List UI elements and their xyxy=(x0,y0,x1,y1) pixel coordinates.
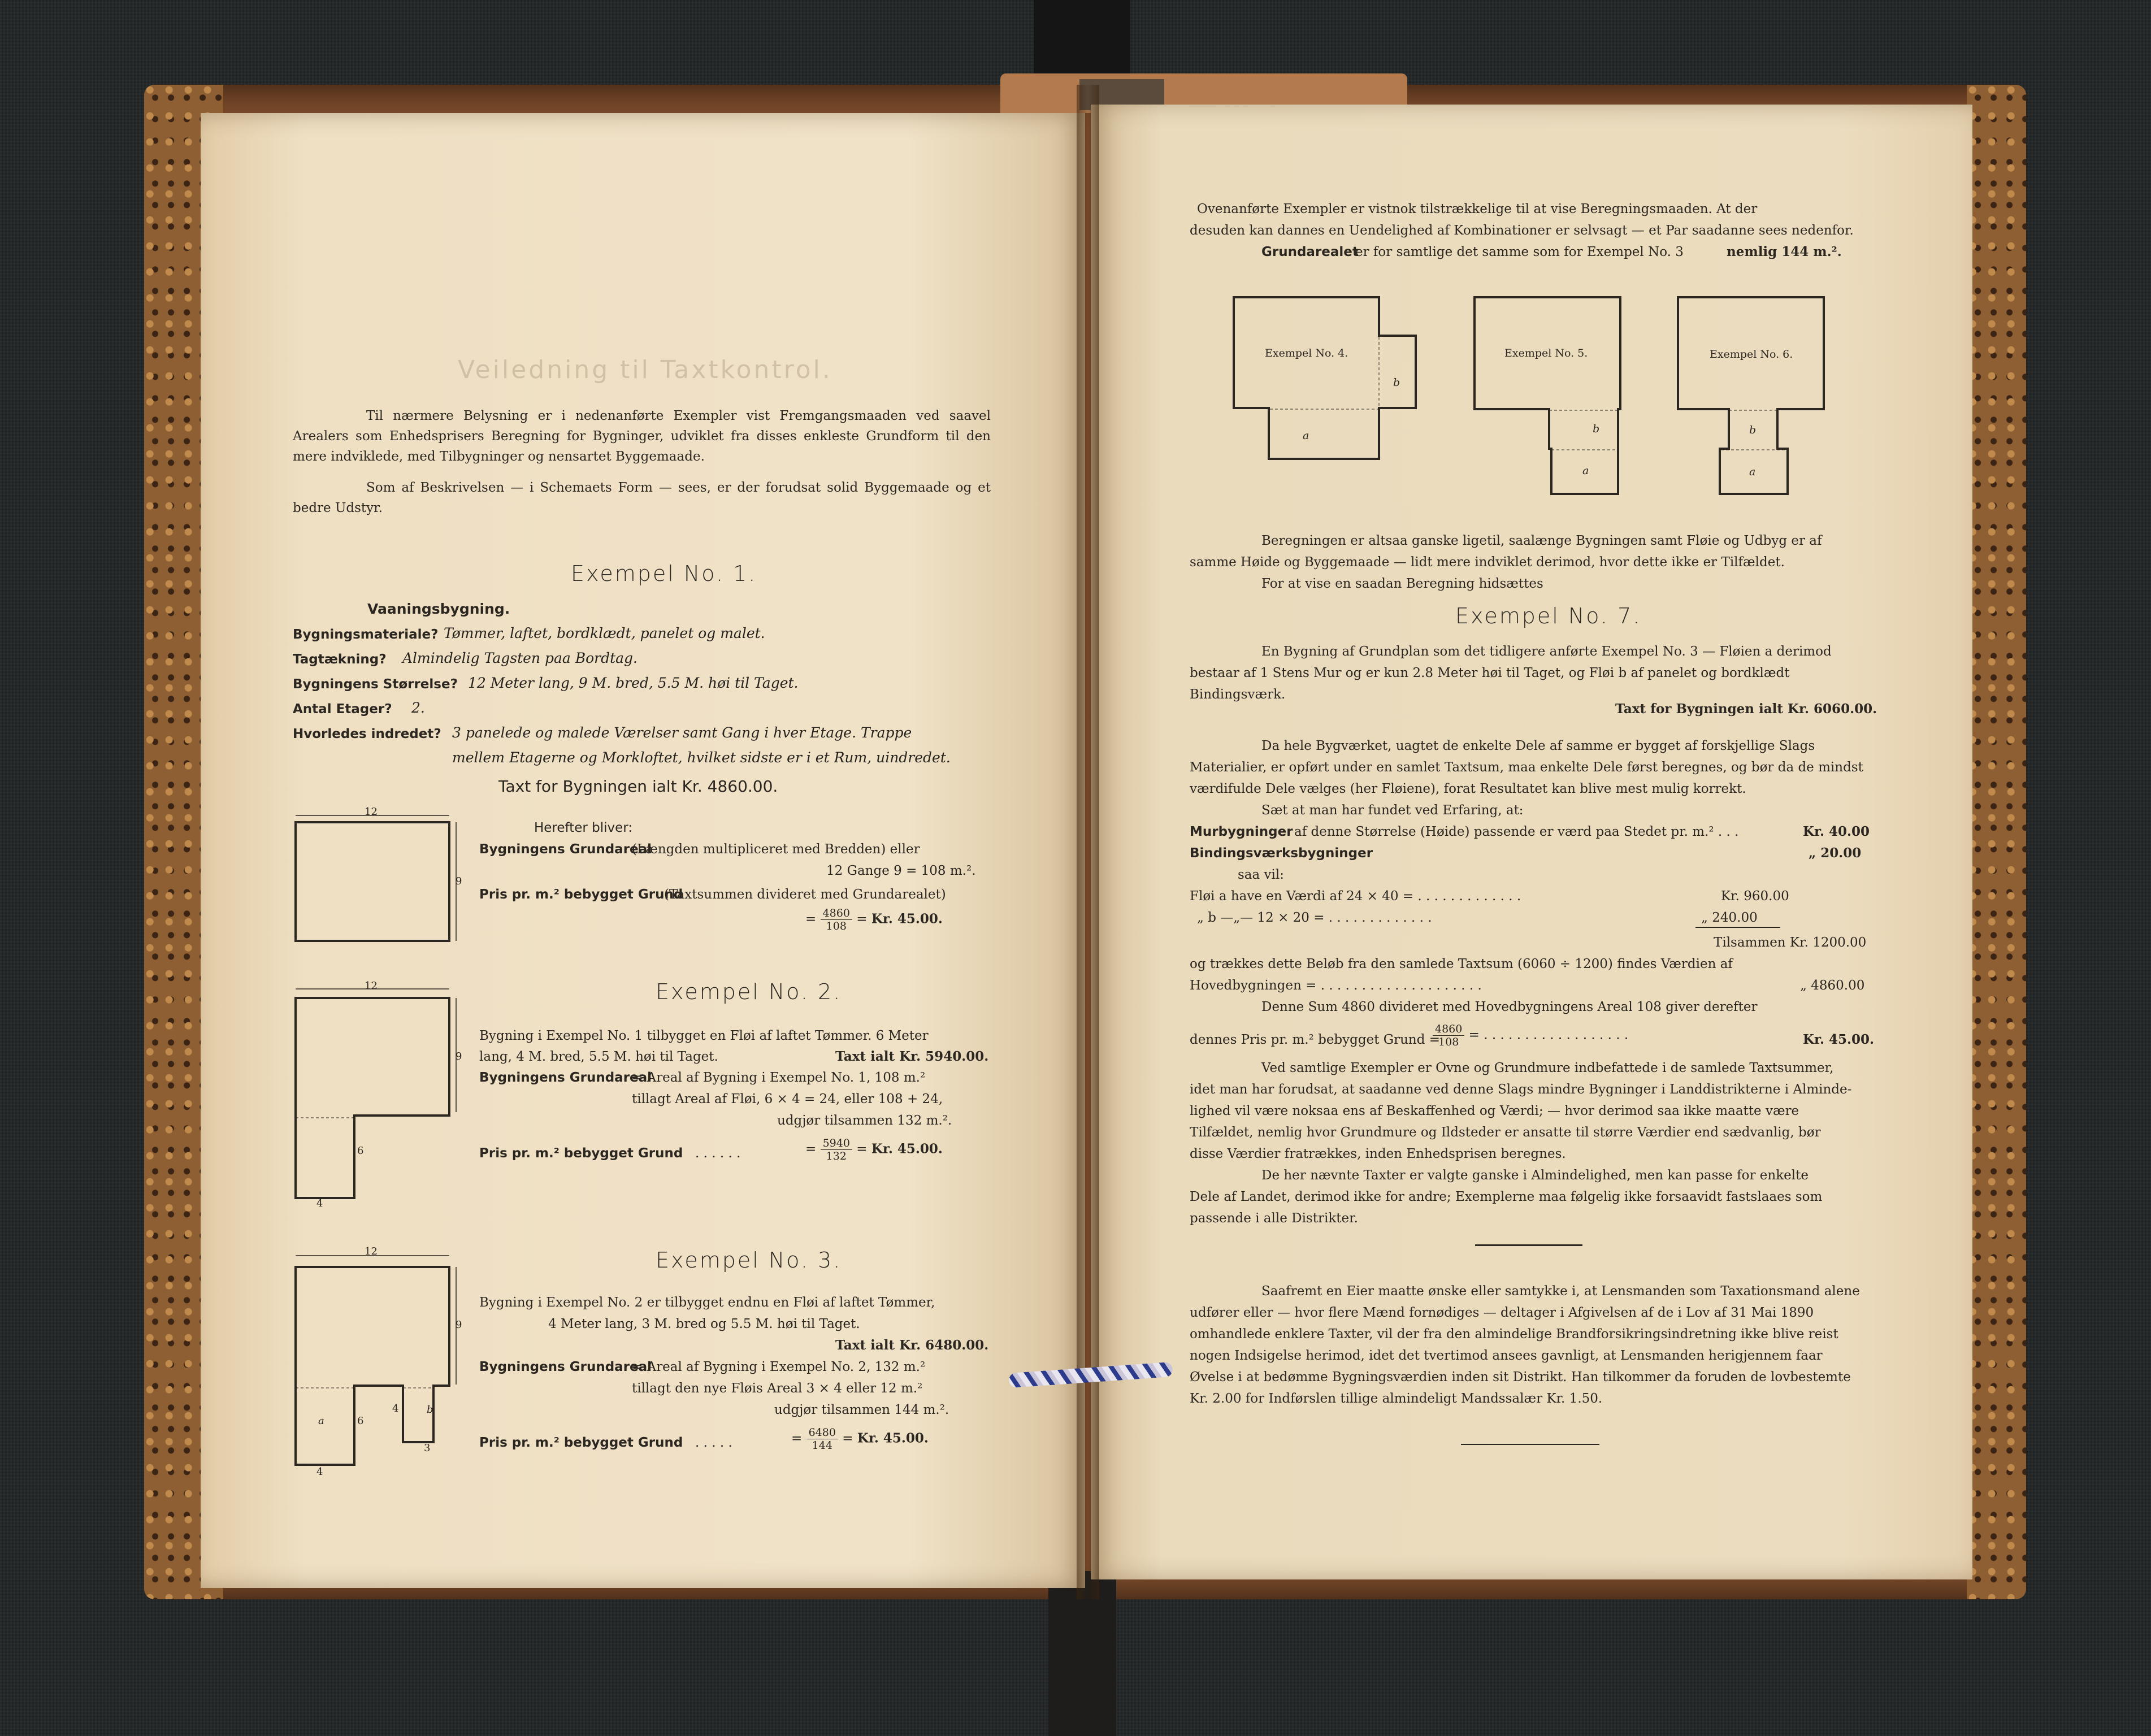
ex2-frac-denominator: 132 xyxy=(826,1150,847,1162)
ex7-fraction xyxy=(1433,1023,1464,1048)
ex7-traekkes-line-1: og trækkes dette Beløb fra den samlede Taxtsum (6060 ÷ 1200) findes Værdien af xyxy=(1190,957,1733,971)
ex3-fraction xyxy=(806,1426,838,1452)
ex7-frac-denominator: 108 xyxy=(1438,1036,1459,1048)
right-p1-line-2: desuden kan dannes en Uendelighed af Kombinationer er selvsagt — et Par saadanne sees nedenfor. xyxy=(1190,223,1854,238)
ex1-grund-calc: 12 Gange 9 = 108 m.². xyxy=(826,863,976,878)
ex3-grund-label: Bygningens Grundareal xyxy=(479,1360,652,1374)
ex7-p3-line-1: Ved samtlige Exempler er Ovne og Grundmure indbefattede i de samlede Taxtsummer, xyxy=(1261,1061,1834,1075)
ex5-a: a xyxy=(1582,465,1589,477)
ex6-a: a xyxy=(1749,466,1756,478)
ex7-line-1: En Bygning af Grundplan som det tidligere anførte Exempel No. 3 — Fløien a derimod xyxy=(1261,644,1832,659)
ex2-fraction-row: = $\frac{5940}{132}$ = Kr. 45.00. xyxy=(805,1137,943,1162)
ex2-fraction xyxy=(821,1137,852,1162)
ex5-floor-plan xyxy=(1472,295,1630,498)
ex7-line-2: bestaar af 1 Stens Mur og er kun 2.8 Meter høi til Taget, og Fløi b af panelet og bordklædt xyxy=(1190,666,1790,680)
ex7-pris-value: Kr. 45.00. xyxy=(1803,1032,1875,1047)
ex2-dim-side: 9 xyxy=(456,1051,462,1062)
ex3-fraction-row: = $\frac{6480}{144}$ = Kr. 45.00. xyxy=(791,1426,929,1452)
section-divider xyxy=(1475,1244,1582,1246)
ex4-floor-plan xyxy=(1229,295,1421,465)
right-p2-line-3: For at vise en saadan Beregning hidsættes xyxy=(1261,576,1543,591)
ex7-p4-line-2: Dele af Landet, derimod ikke for andre; Exemplerne maa følgelig ikke forsaavidt fastslaaes som xyxy=(1190,1190,1823,1204)
ex3-grund-line-3: udgjør tilsammen 144 m.². xyxy=(774,1403,949,1417)
ex7-p3-line-3: lighed vil være noksaa ens af Beskaffenhed og Værdi; — hvor derimod saa ikke maatte være xyxy=(1190,1104,1799,1118)
ex7-tilsammen: Tilsammen Kr. 1200.00 xyxy=(1714,935,1867,950)
ex1-result: Kr. 45.00. xyxy=(871,911,943,927)
example-1-heading: Exempel No. 1. xyxy=(571,561,757,586)
example-1-subheading: Vaaningsbygning. xyxy=(367,601,510,617)
final-line-4: nogen Indsigelse herimod, idet det tvertimod ansees gavnligt, at Lensmanden herigjennem faar xyxy=(1190,1348,1823,1363)
ex1-floor-plan xyxy=(285,805,466,952)
ex1-dim-side: 9 xyxy=(456,875,462,887)
ex3-taxt: Taxt ialt Kr. 6480.00. xyxy=(835,1338,989,1353)
intro-paragraph-2: Som af Beskrivelsen — i Schemaets Form — sees, er der forudsat solid Byggemaade og et bedre Udstyr. xyxy=(293,480,991,515)
ex3-floor-plan xyxy=(285,1249,466,1475)
ex1-grund-text: (Længden multipliceret med Bredden) eller xyxy=(632,842,920,857)
right-p1-line-3-end: nemlig 144 m.². xyxy=(1727,244,1842,259)
ex1-taxt: Taxt for Bygningen ialt Kr. 4860.00. xyxy=(498,777,778,796)
ex1-row-label-0: Bygningsmateriale? xyxy=(293,627,439,642)
ex7-bind-value: „ 20.00 xyxy=(1809,845,1862,861)
ex3-line-2: 4 Meter lang, 3 M. bred og 5.5 M. høi til Taget. xyxy=(548,1317,860,1331)
ex1-row-label-1: Tagtækning? xyxy=(293,652,387,667)
ex1-row-value-4-cont: mellem Etagerne og Morkloftet, hvilket sidste er i et Rum, uindredet. xyxy=(452,749,951,766)
ex2-line-1: Bygning i Exempel No. 1 tilbygget en Fløi af laftet Tømmer. 6 Meter xyxy=(479,1028,929,1043)
ex1-herefter: Herefter bliver: xyxy=(534,821,633,835)
ex3-frac-denominator: 144 xyxy=(812,1439,832,1452)
ex2-grund-line-2: tillagt Areal af Fløi, 6 × 4 = 24, eller 108 + 24, xyxy=(632,1092,943,1106)
ex3-dim-3: 3 xyxy=(424,1442,431,1454)
ex3-frac-numerator: 6480 xyxy=(806,1426,838,1439)
ex2-taxt: Taxt ialt Kr. 5940.00. xyxy=(835,1049,989,1064)
final-line-5: Øvelse i at bedømme Bygningsværdien inden sit Distrikt. Han tilkommer da foruden de lovbestemte xyxy=(1190,1370,1851,1385)
ex1-frac-numerator: 4860 xyxy=(821,907,852,920)
ex3-dim-6: 6 xyxy=(357,1415,364,1427)
ex3-wing-b: b xyxy=(427,1404,433,1416)
ex6-label: Exempel No. 6. xyxy=(1710,348,1793,361)
ex2-dim-bottom: 4 xyxy=(316,1197,323,1209)
ex1-fraction xyxy=(821,907,852,932)
right-p1-line-3: er for samtlige det samme som for Exempel No. 3 xyxy=(1355,245,1684,259)
ex2-floor-plan xyxy=(285,982,466,1203)
ex4-label: Exempel No. 4. xyxy=(1265,347,1348,359)
ex3-wing-a: a xyxy=(318,1415,324,1427)
ex7-floi-a: Fløi a have en Værdi af 24 × 40 = . . . . . . . . . . . . . xyxy=(1190,889,1521,904)
ex7-traekkes-line-2: Hovedbygningen = . . . . . . . . . . . . . . . . . . . . xyxy=(1190,978,1482,993)
ex2-dim-wing: 6 xyxy=(357,1145,364,1157)
ex2-pris-label: Pris pr. m.² bebygget Grund xyxy=(479,1146,683,1161)
ex7-floi-b: „ b —„— 12 × 20 = . . . . . . . . . . . . . xyxy=(1197,910,1432,925)
ex1-row-value-3: 2. xyxy=(411,700,425,716)
ex1-row-label-3: Antal Etager? xyxy=(293,702,392,717)
ex7-floi-b-value: „ 240.00 xyxy=(1701,910,1758,925)
ex1-grund-label: Bygningens Grundareal xyxy=(479,842,652,857)
ex7-taxt: Taxt for Bygningen ialt Kr. 6060.00. xyxy=(1615,701,1877,717)
ex1-frac-denominator: 108 xyxy=(826,920,847,932)
marbled-edge-right xyxy=(1967,85,2026,1599)
spine-top xyxy=(1034,0,1130,79)
final-line-1: Saafremt en Eier maatte ønske eller samtykke i, at Lensmanden som Taxationsmand alene xyxy=(1261,1284,1860,1299)
ex7-p3-line-4: Tilfældet, nemlig hvor Grundmure og Ildsteder er ansatte til større Værdier end sædvanlig, bør xyxy=(1190,1125,1821,1140)
ex7-p4-line-1: De her nævnte Taxter er valgte ganske i Almindelighed, men kan passe for enkelte xyxy=(1261,1168,1809,1183)
ex3-dim-4: 4 xyxy=(392,1403,399,1414)
ex7-p3-line-5: disse Værdier fratrækkes, inden Enhedsprisen beregnes. xyxy=(1190,1147,1566,1161)
ex7-line-3: Bindingsværk. xyxy=(1190,687,1286,702)
ex7-p2-line-2: Materialier, er opført under en samlet Taxtsum, maa enkelte Dele først beregnes, og bør da de mindst xyxy=(1190,760,1863,775)
ex1-row-value-4: 3 panelede og malede Værelser samt Gang i hver Etage. Trappe xyxy=(452,724,912,741)
example-7-heading: Exempel No. 7. xyxy=(1455,604,1642,628)
ex1-fraction-row: = $\frac{4860}{108}$ = Kr. 45.00. xyxy=(805,907,943,932)
right-p2-line-2: samme Høide og Byggemaade — lidt mere indviklet derimod, hvor dette ikke er Tilfældet. xyxy=(1190,555,1785,570)
ex2-grund-text: = Areal af Bygning i Exempel No. 1, 108 m.² xyxy=(632,1070,926,1085)
ex7-p4-line-3: passende i alle Distrikter. xyxy=(1190,1211,1358,1226)
ex1-row-value-0: Tømmer, laftet, bordklædt, panelet og malet. xyxy=(444,625,765,641)
ex7-mur-text: af denne Størrelse (Høide) passende er værd paa Stedet pr. m.² . . . xyxy=(1294,824,1739,839)
ex7-mur-value: Kr. 40.00 xyxy=(1803,824,1870,839)
intro-paragraph-1: Til nærmere Belysning er i nedenanførte Exempler vist Fremgangsmaaden ved saavel Arealers som Enhedsprisers Beregning for Bygninger, udviklet fra disses enkleste Grundform til den mere indviklede, med Tilbygninger og nensartet Byggemaade. xyxy=(293,409,991,464)
ex1-row-value-1: Almindelig Tagsten paa Bordtag. xyxy=(402,650,638,666)
ex2-frac-numerator: 5940 xyxy=(821,1137,852,1150)
ex7-floi-a-value: Kr. 960.00 xyxy=(1721,889,1789,904)
ex7-saa-vil: saa vil: xyxy=(1238,867,1284,882)
ex7-p2-line-4: Sæt at man har fundet ved Erfaring, at: xyxy=(1261,803,1524,818)
ex7-sum-rule xyxy=(1695,927,1780,928)
ex3-leader: . . . . . xyxy=(695,1435,732,1450)
ex7-traekkes-value: „ 4860.00 xyxy=(1800,978,1865,993)
ex2-dim-top: 12 xyxy=(365,980,378,992)
ex7-p3-line-2: idet man har forudsat, at saadanne ved denne Slags mindre Bygninger i Landdistrikterne i Alminde- xyxy=(1190,1082,1852,1097)
ex7-fraction-row: $\frac{4860}{108}$ = . . . . . . . . . . . . . . . . . . xyxy=(1433,1023,1628,1048)
faint-title: Veiledning til Taxtkontrol. xyxy=(458,355,832,384)
ex7-sum-line: Denne Sum 4860 divideret med Hovedbygningens Areal 108 giver derefter xyxy=(1261,1000,1758,1014)
ex3-dim-side: 9 xyxy=(456,1319,462,1331)
ex1-row-label-4: Hvorledes indredet? xyxy=(293,727,441,741)
ex1-dim-top: 12 xyxy=(365,806,378,818)
ex3-grund-line-2: tillagt den nye Fløis Areal 3 × 4 eller 12 m.² xyxy=(632,1381,923,1396)
ex7-pris-line: dennes Pris pr. m.² bebygget Grund = xyxy=(1190,1032,1441,1047)
ex2-leader: . . . . . . xyxy=(695,1146,741,1161)
final-line-3: omhandlede enklere Taxter, vil der fra den almindelige Brandforsikringsindretning ikke blive reist xyxy=(1190,1327,1838,1342)
final-line-2: udfører eller — hvor flere Mænd fornødiges — deltager i Afgivelsen af de i Lov af 31 Mai 1890 xyxy=(1190,1305,1814,1320)
ex7-bind-label: Bindingsværksbygninger xyxy=(1190,846,1373,861)
ex5-label: Exempel No. 5. xyxy=(1504,347,1588,359)
example-3-heading: Exempel No. 3. xyxy=(656,1248,842,1273)
right-p1-grundarealet: Grundarealet xyxy=(1261,245,1359,259)
ex6-b: b xyxy=(1749,424,1757,436)
ex1-pris-text: (Taxtsummen divideret med Grundarealet) xyxy=(664,887,946,902)
ex3-dim-top: 12 xyxy=(365,1245,378,1257)
end-rule xyxy=(1461,1444,1599,1445)
ex3-dim-bottom: 4 xyxy=(316,1466,323,1478)
ex7-mur-label: Murbygninger xyxy=(1190,824,1293,839)
ex3-line-1: Bygning i Exempel No. 2 er tilbygget endnu en Fløi af laftet Tømmer, xyxy=(479,1295,935,1310)
ex3-grund-text: = Areal af Bygning i Exempel No. 2, 132 m.² xyxy=(632,1360,926,1374)
ex2-grund-line-3: udgjør tilsammen 132 m.². xyxy=(777,1113,952,1128)
ex2-grund-label: Bygningens Grundareal xyxy=(479,1070,652,1085)
right-p1-line-1: Ovenanførte Exempler er vistnok tilstrækkelige til at vise Beregningsmaaden. At der xyxy=(1197,202,1758,216)
ex4-a: a xyxy=(1303,429,1309,442)
ex1-row-value-2: 12 Meter lang, 9 M. bred, 5.5 M. høi til Taget. xyxy=(468,675,799,691)
final-line-6: Kr. 2.00 for Indførslen tillige almindeligt Mandssalær Kr. 1.50. xyxy=(1190,1391,1603,1406)
ex7-frac-numerator: 4860 xyxy=(1433,1023,1464,1036)
ex3-result: Kr. 45.00. xyxy=(857,1430,929,1446)
ex3-pris-label: Pris pr. m.² bebygget Grund xyxy=(479,1435,683,1450)
ex5-b: b xyxy=(1593,423,1600,435)
ex2-line-2: lang, 4 M. bred, 5.5 M. høi til Taget. xyxy=(479,1049,718,1064)
ex7-p2-line-3: værdifulde Dele vælges (her Fløiene), forat Resultatet kan blive mest mulig korrekt. xyxy=(1190,782,1746,796)
ex4-b: b xyxy=(1393,376,1400,389)
ex7-p2-line-1: Da hele Bygværket, uagtet de enkelte Dele af samme er bygget af forskjellige Slags xyxy=(1261,739,1815,753)
ex1-row-label-2: Bygningens Størrelse? xyxy=(293,677,458,692)
right-p2-line-1: Beregningen er altsaa ganske ligetil, saalænge Bygningen samt Fløie og Udbyg er af xyxy=(1261,533,1822,548)
example-2-heading: Exempel No. 2. xyxy=(656,979,842,1004)
ex1-pris-label: Pris pr. m.² bebygget Grund xyxy=(479,887,683,902)
ex2-result: Kr. 45.00. xyxy=(871,1141,943,1157)
